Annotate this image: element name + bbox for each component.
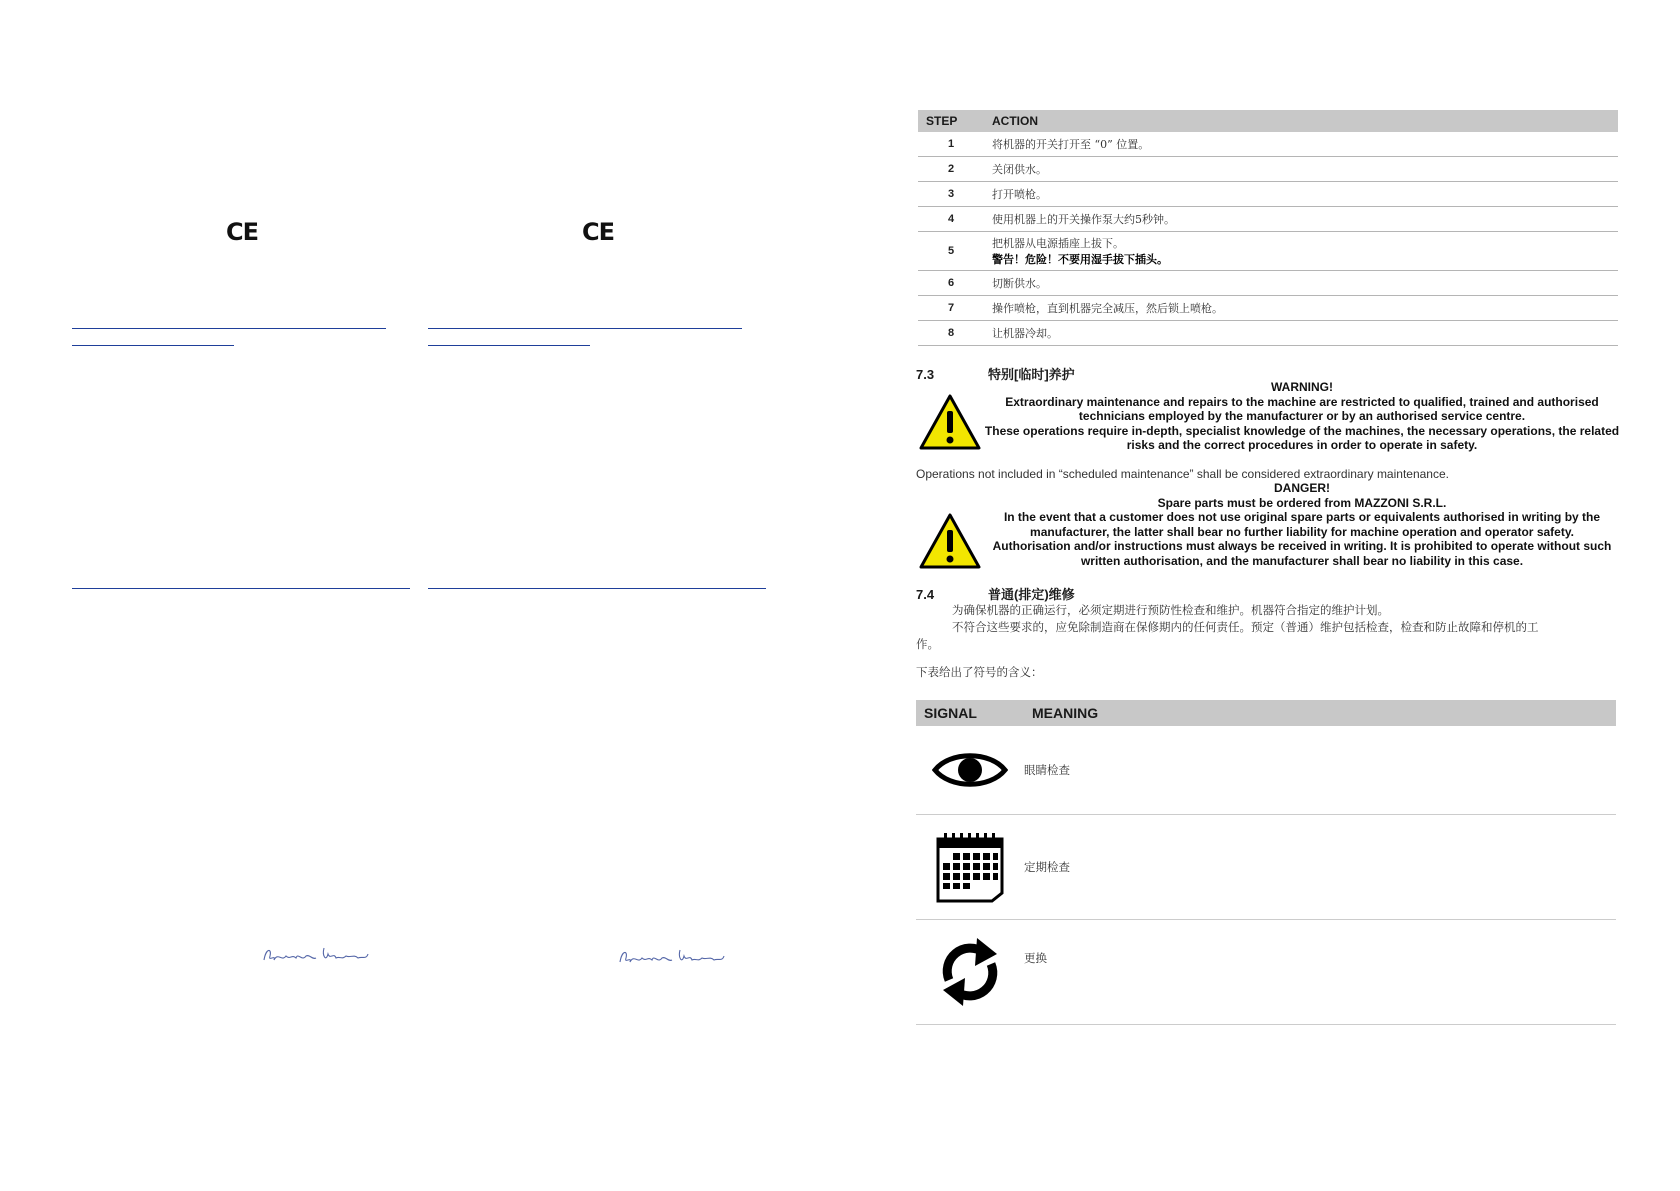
step-number: 8: [918, 321, 984, 346]
body-paragraph: [916, 602, 1556, 653]
step-number: 3: [918, 182, 984, 207]
table-header-row: [916, 700, 1616, 726]
step-warning: 警告！危险！不要用湿手拔下插头。: [992, 253, 1168, 266]
section-title: 特别[临时]养护: [988, 367, 1075, 382]
table-header-row: [918, 110, 1618, 132]
step-number: 4: [918, 207, 984, 232]
column-header: SIGNAL: [924, 705, 977, 721]
warning-box: [982, 380, 1622, 453]
divider: [428, 588, 766, 589]
signal-table: [916, 700, 1616, 1025]
table-row: [918, 232, 1618, 271]
section-title: 普通(排定)维修: [988, 587, 1075, 602]
warning-text: These operations require in-depth, specialist knowledge of the machines, the necessary operations, the related risks and the correct procedures in order to operate in safety.: [984, 423, 1620, 452]
table-row: [916, 726, 1616, 815]
signal-cell: [916, 934, 1024, 1010]
table-row: [918, 321, 1618, 346]
danger-text: In the event that a customer does not use original spare parts or equivalents authorised in writing by the manufacturer, the latter shall bear no further liability for machine operation and operator safety.: [1003, 510, 1601, 539]
table-row: [918, 182, 1618, 207]
danger-text: Authorisation and/or instructions must always be received in writing. It is prohibited to operate without such written authorisation, and the manufacturer shall bear no liability in this case.: [992, 539, 1612, 568]
step-action: 使用机器上的开关操作泵大约5秒钟。: [984, 207, 1618, 232]
step-action: 将机器的开关打开至 “0” 位置。: [984, 132, 1618, 157]
refresh-icon: [935, 934, 1005, 1010]
section-number: 7.3: [916, 367, 935, 382]
steps-table: [918, 110, 1618, 346]
warning-triangle-icon: [918, 393, 982, 451]
table-row: [918, 132, 1618, 157]
paragraph-text: 为确保机器的正确运行，必须定期进行预防性检查和维护。机器符合指定的维护计划。: [952, 603, 1389, 617]
divider: [72, 345, 234, 346]
step-action: 操作喷枪，直到机器完全减压，然后锁上喷枪。: [984, 296, 1618, 321]
calendar-icon: [935, 831, 1005, 903]
section-number: 7.4: [916, 587, 935, 602]
step-number: 6: [918, 271, 984, 296]
danger-box: [982, 481, 1622, 568]
step-action: 打开喷枪。: [984, 182, 1618, 207]
divider: [72, 588, 410, 589]
divider: [428, 328, 742, 329]
warning-text: Extraordinary maintenance and repairs to the machine are restricted to qualified, trained and authorised technicians employed by the manufacturer or by an authorised service centre.: [1005, 394, 1599, 423]
divider: [72, 328, 386, 329]
signal-meaning: 更换: [1024, 951, 1047, 965]
step-action: 让机器冷却。: [984, 321, 1618, 346]
paragraph-text: 不符合这些要求的，应免除制造商在保修期内的任何责任。预定（普通）维护包括检查，检查和防止故障和停机的工作。: [916, 620, 1539, 651]
eye-icon: [932, 749, 1008, 791]
column-header: MEANING: [1032, 705, 1099, 721]
column-header: STEP: [918, 110, 984, 132]
danger-text: Spare parts must be ordered from MAZZONI S.R.L.: [1157, 495, 1447, 510]
step-action-text: 把机器从电源插座上拔下。: [992, 237, 1124, 250]
table-row: [918, 296, 1618, 321]
step-action: [984, 232, 1618, 271]
note-text: Operations not included in “scheduled maintenance” shall be considered extraordinary maintenance.: [916, 467, 1449, 481]
signal-cell: [916, 831, 1024, 903]
column-header: ACTION: [984, 110, 1618, 132]
ce-mark: CE: [582, 218, 615, 246]
danger-title: DANGER!: [1274, 481, 1330, 495]
ce-mark: CE: [226, 218, 259, 246]
section-heading-7-4: [916, 584, 1075, 603]
step-number: 5: [918, 232, 984, 271]
step-number: 1: [918, 132, 984, 157]
step-action: 切断供水。: [984, 271, 1618, 296]
signal-cell: [916, 749, 1024, 791]
step-action: 关闭供水。: [984, 157, 1618, 182]
signature-image: [262, 944, 370, 966]
divider: [428, 345, 590, 346]
table-row: [918, 157, 1618, 182]
warning-title: WARNING!: [1271, 380, 1333, 394]
table-row: [916, 920, 1616, 1025]
step-number: 2: [918, 157, 984, 182]
signal-meaning: 定期检查: [1024, 860, 1070, 874]
table-row: [918, 207, 1618, 232]
signature-image: [618, 946, 726, 968]
danger-triangle-icon: [918, 512, 982, 570]
table-row: [918, 271, 1618, 296]
body-paragraph: 下表给出了符号的含义：: [916, 665, 1043, 679]
signal-meaning: 眼睛检查: [1024, 763, 1070, 777]
step-number: 7: [918, 296, 984, 321]
table-row: [916, 815, 1616, 920]
